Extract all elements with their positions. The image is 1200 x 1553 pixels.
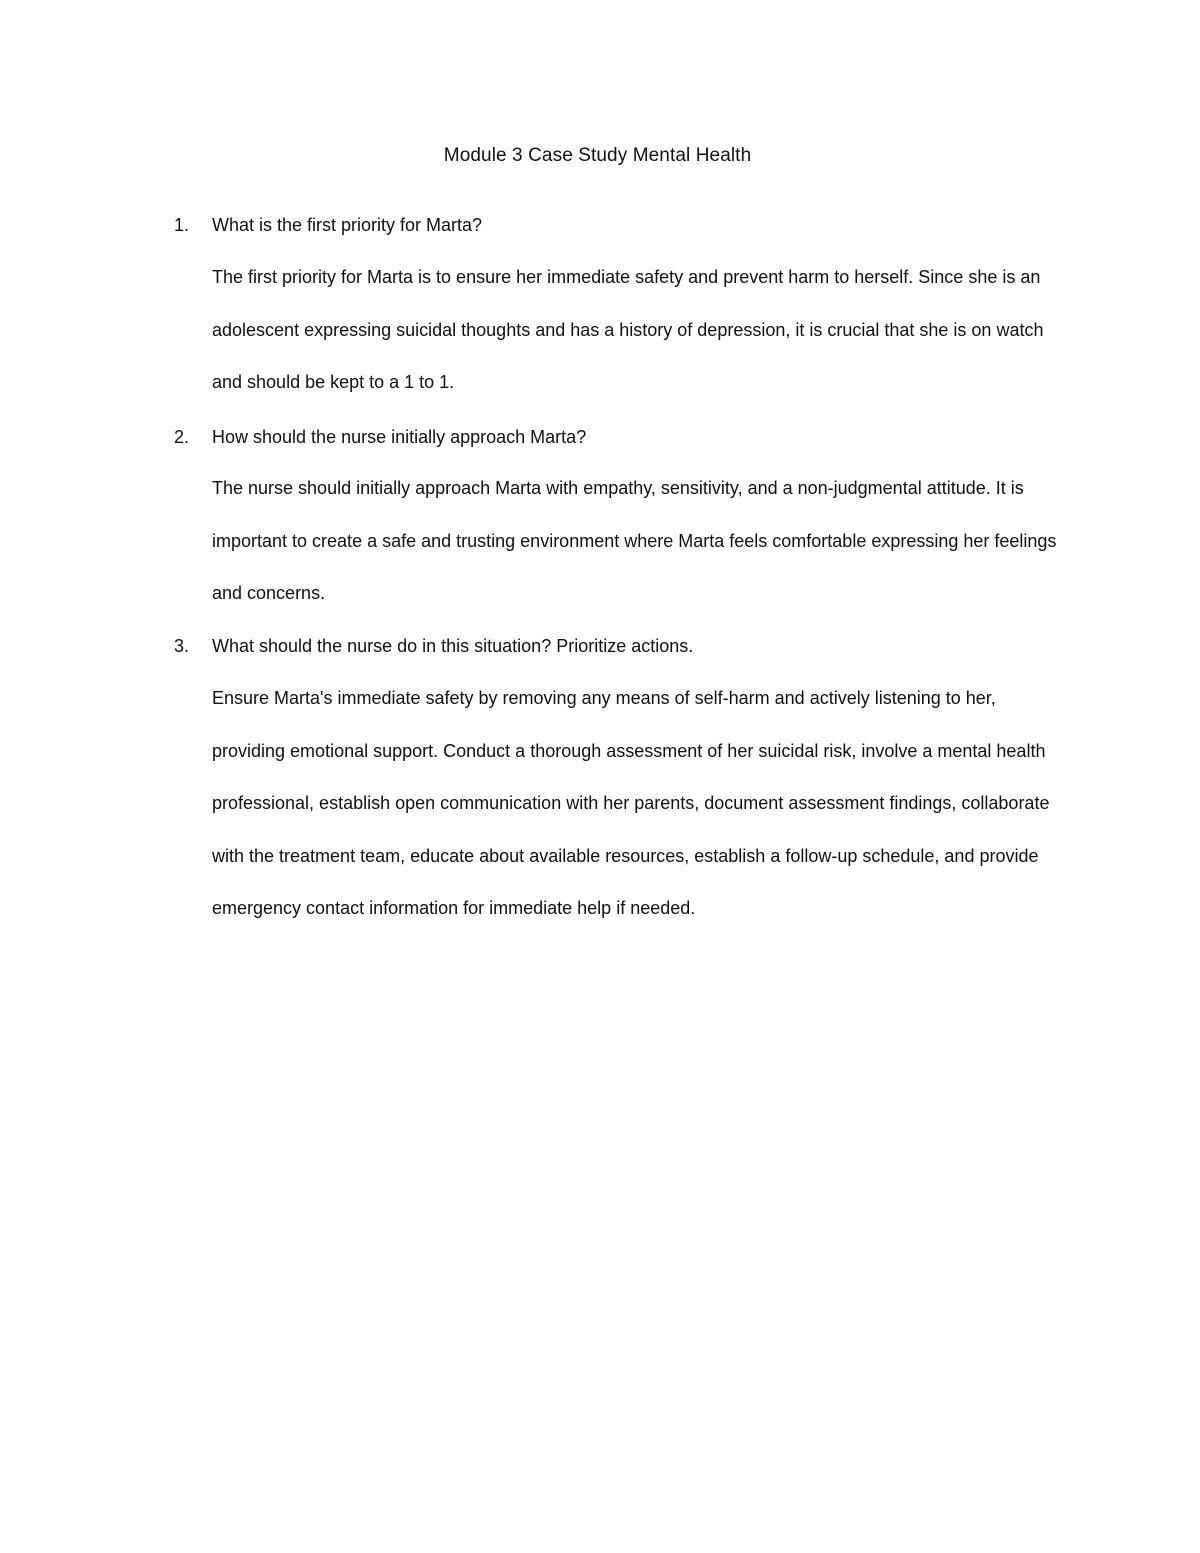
answer-text: Ensure Marta's immediate safety by removing any means of self-harm and actively listening to her, providing emotional support. Conduct a thorough assessment of her suicidal risk, involve a mental health professional, establish open communication with her parents, document assessment findings, collaborate with the treatment team, educate about available resources, establish a follow-up schedule, and provide emergency contact information for immediate help if needed. [212, 688, 1050, 918]
question-text: What is the first priority for Marta? [212, 215, 483, 235]
answer-text: The nurse should initially approach Marta with empathy, sensitivity, and a non-judgmental attitude. It is important to create a safe and trusting environment where Marta feels comfortable expressing her feelings and concerns. [212, 478, 1057, 603]
question-text: How should the nurse initially approach Marta? [212, 427, 587, 447]
question-number: 2. [174, 427, 190, 447]
question-number: 3. [174, 636, 190, 656]
document-title: Module 3 Case Study Mental Health [443, 145, 752, 166]
question-text: What should the nurse do in this situation? Prioritize actions. [212, 636, 694, 656]
question-number: 1. [174, 215, 190, 235]
answer-text: The first priority for Marta is to ensure her immediate safety and prevent harm to herself. Since she is an adolescent expressing suicidal thoughts and has a history of depression, it is crucial that she is on watch and should be kept to a 1 to 1. [212, 267, 1044, 392]
